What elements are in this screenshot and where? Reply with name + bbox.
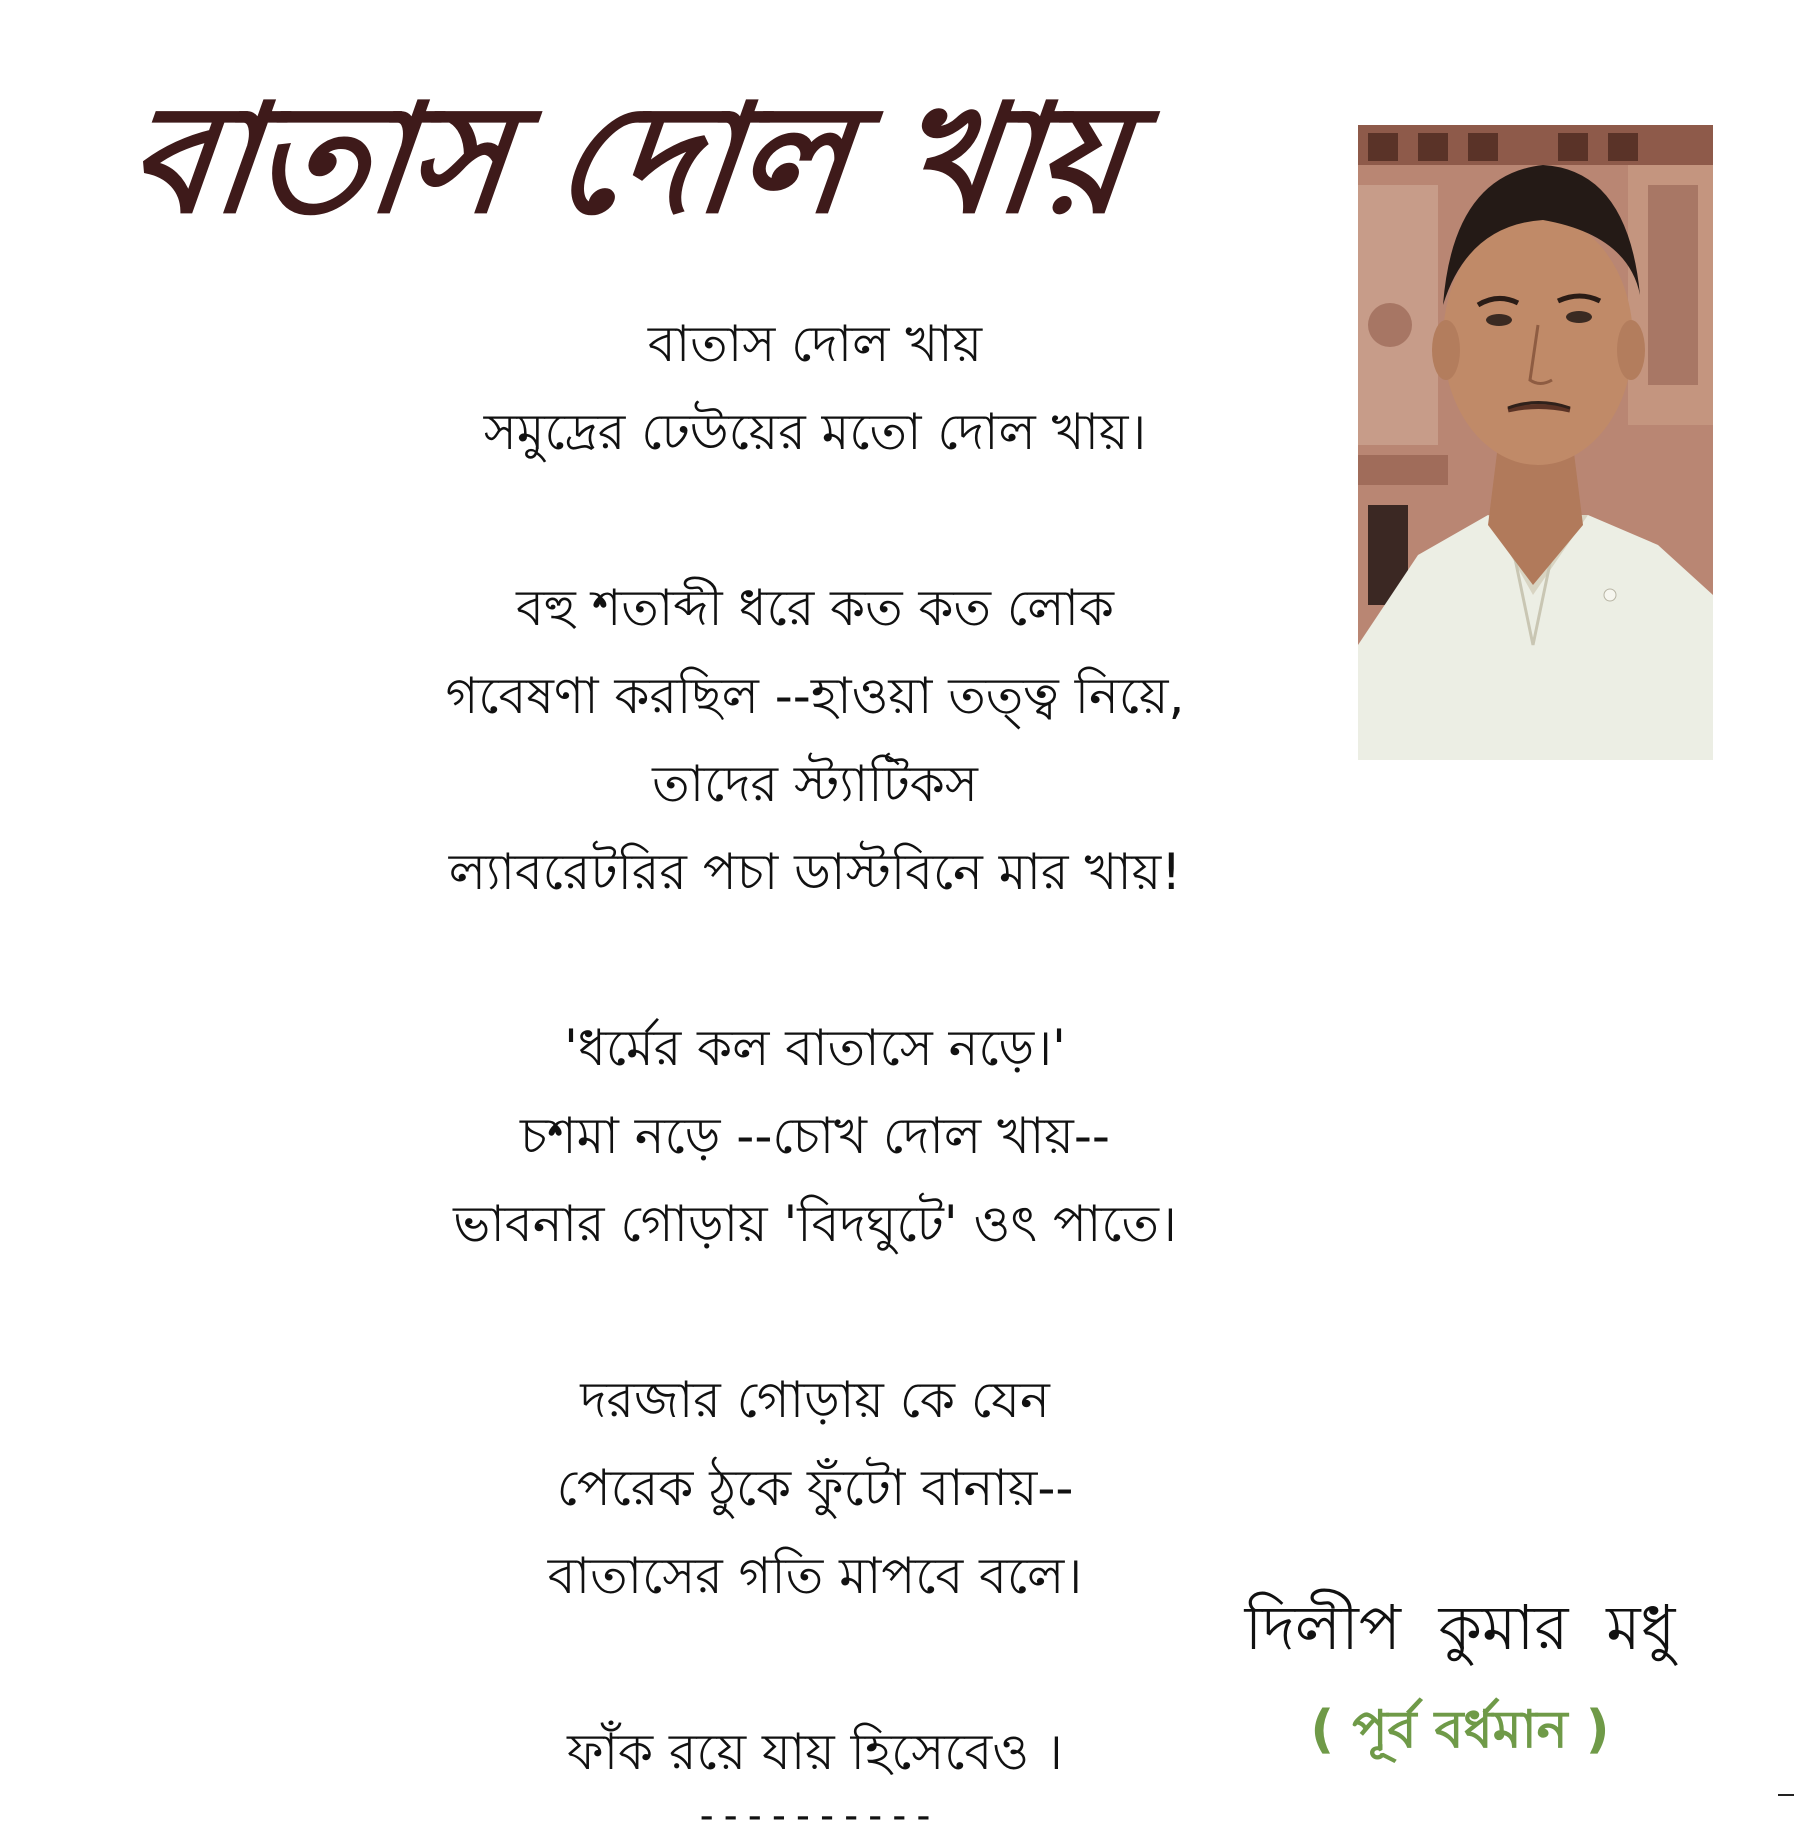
author-photo-illustration	[1358, 125, 1713, 760]
poem-title: বাতাস দোল খায়	[120, 73, 1134, 247]
stanza-gap	[300, 1620, 1330, 1708]
poem-line: দরজার গোড়ায় কে যেন	[580, 1371, 1050, 1429]
stanza-gap	[300, 916, 1330, 1004]
poem-line: ভাবনার গোড়ায় 'বিদঘুটে' ওৎ পাতে।	[453, 1195, 1177, 1253]
poem-line: 'ধর্মের কল বাতাসে নড়ে।'	[564, 1019, 1066, 1077]
poem-line: বহু শতাব্দী ধরে কত কত লোক	[516, 579, 1114, 637]
poem-line: সমুদ্রের ঢেউয়ের মতো দোল খায়।	[483, 403, 1147, 461]
poem-line: ফাঁক রয়ে যায় হিসেবেও ।	[567, 1723, 1063, 1781]
poem-line: পেরেক ঠুকে ফুঁটো বানায়--	[556, 1459, 1074, 1517]
poem-body	[300, 300, 1330, 1839]
author-name: দিলীপ কুমার মধু	[1244, 1591, 1676, 1664]
poem-line: চশমা নড়ে --চোখ দোল খায়--	[520, 1107, 1110, 1165]
corner-mark	[1778, 1794, 1794, 1796]
author-photo	[1358, 125, 1713, 760]
poem-line: বাতাসের গতি মাপবে বলে।	[547, 1547, 1083, 1605]
author-place: ( পূর্ব বর্ধমান )	[1310, 1700, 1610, 1760]
poem-end-mark: ----------	[694, 1793, 936, 1839]
poem-line: বাতাস দোল খায়	[647, 315, 983, 373]
poem-line: ল্যাবরেটরির পচা ডাস্টবিনে মার খায়!	[448, 843, 1182, 901]
stanza-gap	[300, 476, 1330, 564]
poem-line: তাদের স্ট্যাটিকস	[652, 755, 978, 813]
poem-line: গবেষণা করছিল --হাওয়া তত্ত্ব নিয়ে,	[445, 667, 1185, 725]
stanza-gap	[300, 1268, 1330, 1356]
